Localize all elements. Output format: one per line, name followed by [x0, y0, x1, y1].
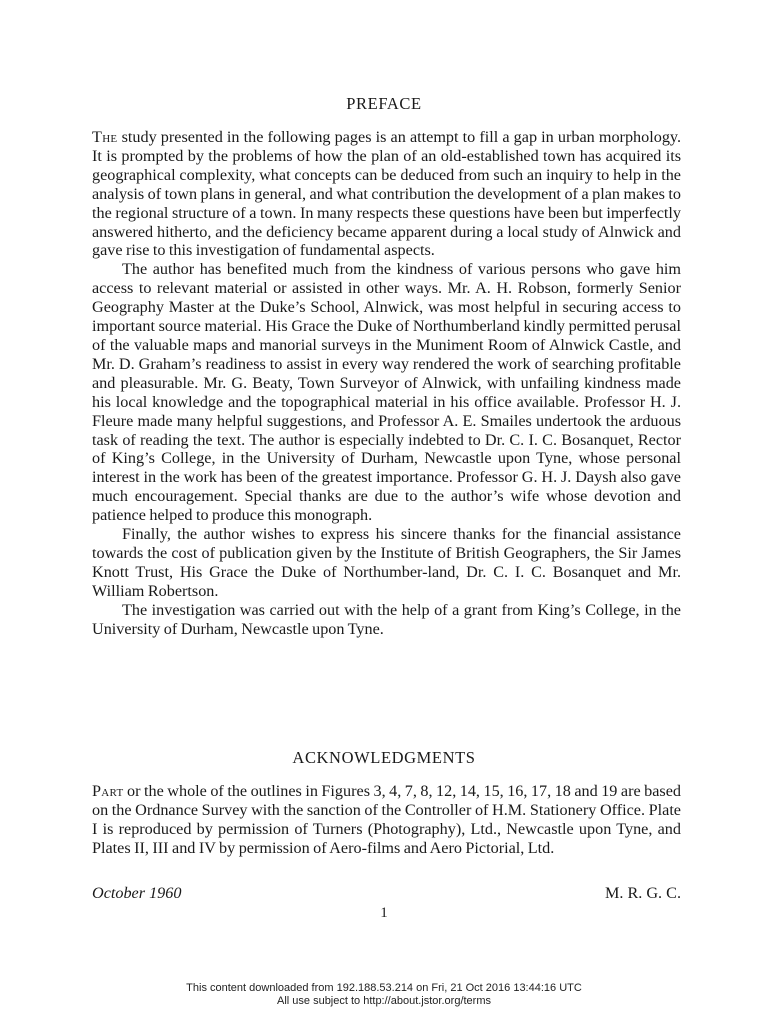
signature-row: [92, 884, 681, 903]
footer-download-line: This content downloaded from 192.188.53.214 on Fri, 21 Oct 2016 13:44:16 UTC: [186, 982, 582, 994]
preface-paragraph-4: The investigation was carried out with the help of a grant from King’s College, in the University of Durham, Newcastle upon Tyne.: [92, 600, 681, 638]
preface-paragraph-1: [92, 128, 681, 260]
date-line: October 1960: [92, 884, 182, 902]
preface-lead-word: The: [92, 128, 118, 146]
author-initials: M. R. G. C.: [604, 884, 681, 902]
acknowledgments-paragraph: [92, 782, 681, 858]
page-number: 1: [380, 905, 388, 921]
preface-heading: PREFACE: [346, 94, 422, 113]
preface-paragraph-3: Finally, the author wishes to express his sincere thanks for the financial assistance towards the cost of publication given by the Institute of British Geographers, the Sir James Knott Trust, His Grace the Duke of Northumber-land, Dr. C. I. C. Bosanquet and Mr. William Robertson.: [92, 525, 681, 600]
preface-body: [92, 128, 681, 638]
jstor-footer: [0, 982, 768, 1007]
footer-terms-line: All use subject to http://about.jstor.org/terms: [277, 994, 491, 1007]
acknowledgments-body: [92, 782, 681, 858]
acknowledgments-heading: ACKNOWLEDGMENTS: [292, 748, 476, 767]
acknowledgments-lead-word: Part: [92, 782, 124, 800]
preface-paragraph-2: The author has benefited much from the kindness of various persons who gave him access to relevant material or assisted in other ways. Mr. A. H. Robson, formerly Senior Geography Master at the Duke’s School, Alnwick, was most helpful in securing access to important source material. His Grace the Duke of Northumberland kindly permitted perusal of the valuable maps and manorial surveys in the Muniment Room of Alnwick Castle, and Mr. D. Graham’s readiness to assist in every way rendered the work of searching profitable and pleasurable. Mr. G. Beaty, Town Surveyor of Alnwick, with unfailing kindness made his local knowledge and the topographical material in his office available. Professor H. J. Fleure made many helpful suggestions, and Professor A. E. Smailes undertook the arduous task of reading the text. The author is especially indebted to Dr. C. I. C. Bosanquet, Rector of King’s College, in the University of Durham, Newcastle upon Tyne, whose personal interest in the work has been of the greatest importance. Professor G. H. J. Daysh also gave much encouragement. Special thanks are due to the author’s wife whose devotion and patience helped to produce this monograph.: [92, 260, 681, 525]
acknowledgments-paragraph-text: or the whole of the outlines in Figures 3, 4, 7, 8, 12, 14, 15, 16, 17, 18 and 19 are based on the Ordnance Survey with the sanction of the Controller of H.M. Stationery Office. Plate I is reproduced by permission of Turners (Photography), Ltd., Newcastle upon Tyne, and Plates II, III and IV by permission of Aero-films and Aero Pictorial, Ltd.: [92, 782, 681, 857]
preface-paragraph-1-text: study presented in the following pages is an attempt to fill a gap in urban morphology. It is prompted by the problems of how the plan of an old-established town has acquired its geographical complexity, what concepts can be deduced from such an inquiry to help in the analysis of town plans in general, and what contribution the development of a plan makes to the regional structure of a town. In many respects these questions have been but imperfectly answered hitherto, and the deficiency became apparent during a local study of Alnwick and gave rise to this investigation of fundamental aspects.: [92, 128, 681, 260]
